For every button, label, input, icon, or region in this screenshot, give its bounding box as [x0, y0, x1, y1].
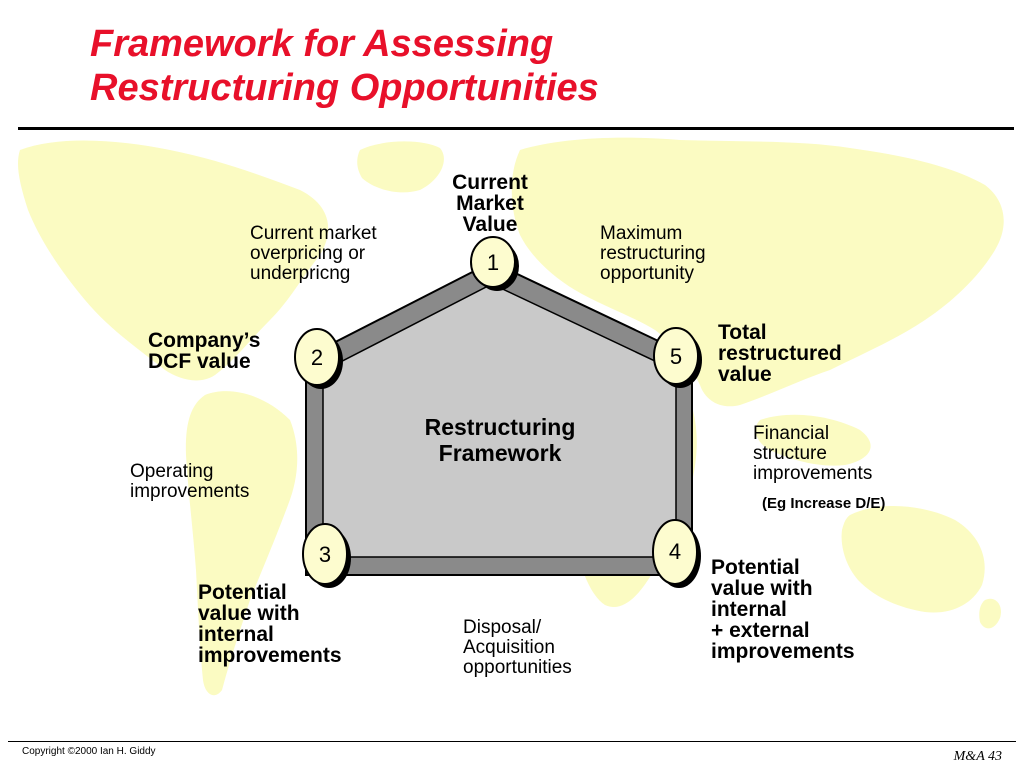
node-3-label-line: Potential: [198, 581, 287, 604]
edge-label-line: Disposal/: [463, 617, 542, 638]
edge-label-line: opportunities: [463, 657, 572, 678]
edge-label-line: Financial: [753, 423, 830, 444]
edge-1-5-label: [600, 224, 706, 284]
edge-note-text: (Eg Increase D/E): [762, 495, 886, 512]
node-3-label: [198, 582, 342, 666]
center-line-2: Framework: [438, 440, 562, 466]
node-2-label-line: Company’s: [148, 329, 261, 352]
edge-4-5-note: [762, 494, 885, 514]
node-2-label-line: DCF value: [148, 350, 251, 373]
framework-center-label: [380, 414, 620, 466]
node-4-label-line: internal: [711, 598, 787, 621]
node-2: [295, 329, 343, 389]
node-5-label: [718, 322, 842, 385]
node-1-label-line: Value: [462, 213, 518, 236]
edge-4-5-label: [753, 424, 872, 484]
node-1-label: [430, 172, 550, 235]
edge-label-line: Operating: [130, 461, 214, 482]
edge-label-line: underpricng: [250, 263, 351, 284]
edge-2-3-label: [130, 462, 249, 502]
node-4-label: [711, 557, 855, 662]
node-3-label-line: internal: [198, 623, 274, 646]
footer-page-number: M&A 43: [953, 749, 1002, 764]
edge-label-line: restructuring: [600, 243, 706, 264]
edge-1-2-label: [250, 224, 377, 284]
node-1-label-line: Market: [456, 192, 524, 215]
node-3-label-line: improvements: [198, 644, 342, 667]
node-4-label-line: Potential: [711, 556, 800, 579]
node-3-label-line: value with: [198, 602, 300, 625]
edge-label-line: Current market: [250, 223, 377, 244]
edge-label-line: improvements: [753, 463, 873, 484]
footer-divider: [8, 741, 1016, 742]
title-line-2: Restructuring Opportunities: [90, 67, 599, 109]
node-5-label-line: restructured: [718, 342, 842, 365]
edge-3-4-label: [463, 618, 572, 678]
node-4-label-line: improvements: [711, 640, 855, 663]
node-4-number: 4: [668, 539, 682, 564]
node-4-label-line: + external: [711, 619, 810, 642]
node-1-number: 1: [486, 250, 500, 275]
node-2-number: 2: [310, 345, 324, 370]
title-line-1: Framework for Assessing: [90, 23, 554, 65]
node-4: [653, 520, 701, 588]
edge-label-line: overpricing or: [250, 243, 366, 264]
node-5-label-line: Total: [718, 321, 767, 344]
node-1-label-line: Current: [452, 171, 528, 194]
node-5-number: 5: [669, 344, 683, 369]
edge-label-line: opportunity: [600, 263, 695, 284]
edge-label-line: Maximum: [600, 223, 683, 244]
node-4-label-line: value with: [711, 577, 813, 600]
edge-label-line: Acquisition: [463, 637, 555, 658]
node-5-label-line: value: [718, 363, 772, 386]
center-line-1: Restructuring: [424, 414, 576, 440]
edge-label-line: improvements: [130, 481, 250, 502]
footer-copyright: Copyright ©2000 Ian H. Giddy: [22, 746, 156, 757]
node-2-label: [148, 330, 260, 372]
edge-label-line: structure: [753, 443, 827, 464]
node-3-number: 3: [318, 542, 332, 567]
